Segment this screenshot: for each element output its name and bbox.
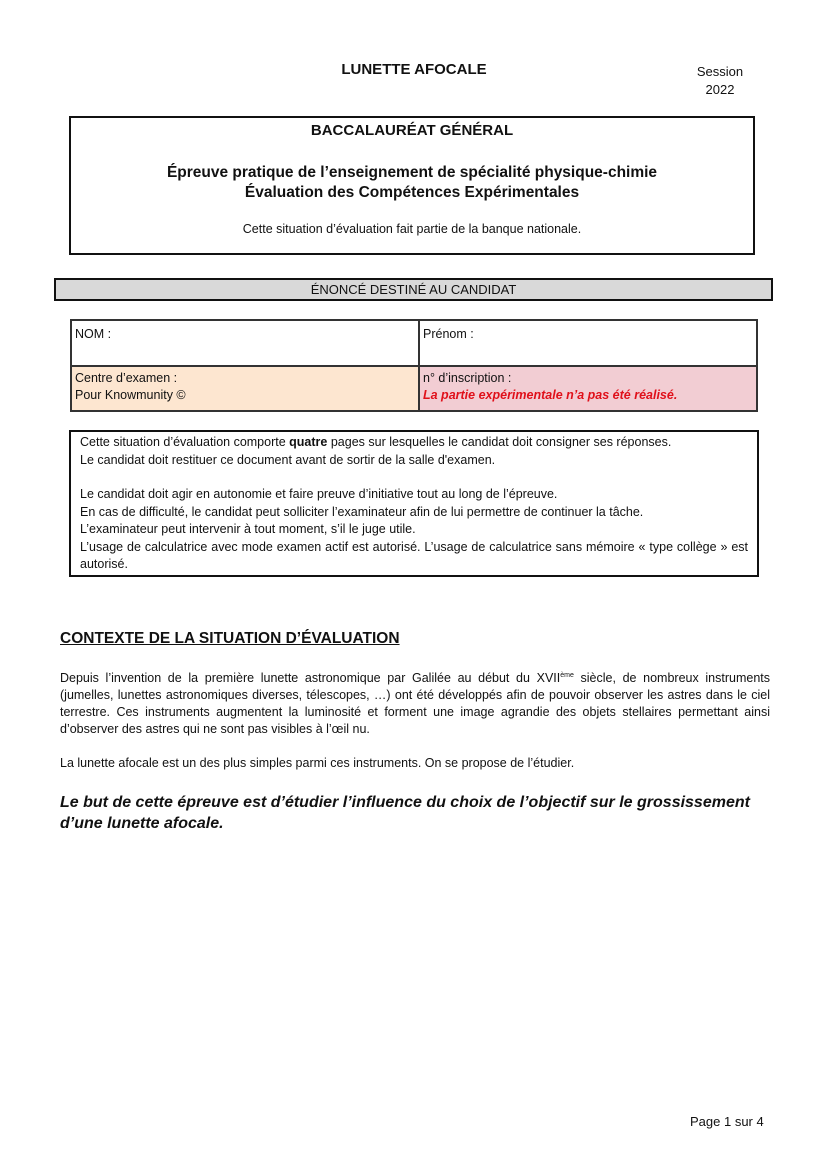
exam-title: BACCALAURÉAT GÉNÉRAL	[310, 122, 514, 139]
registration-field	[419, 366, 757, 411]
exam-subtitle-line1: Épreuve pratique de l’enseignement de spécialité physique-chimie	[166, 164, 658, 181]
instruction-pages	[80, 434, 748, 452]
candidate-identity-table	[70, 319, 758, 412]
exam-center-field	[71, 366, 419, 411]
instruction-emphasis: quatre	[289, 435, 328, 449]
document-title: LUNETTE AFOCALE	[341, 61, 487, 78]
spacer	[80, 469, 748, 486]
exam-subtitle	[71, 163, 753, 203]
instruction-calculator: L’usage de calculatrice avec mode examen actif est autorisé. L’usage de calculatrice sans mémoire « type collège » est autorisé.	[80, 539, 748, 571]
session-label	[680, 63, 760, 99]
instruction-return: Le candidat doit restituer ce document avant de sortir de la salle d'examen.	[80, 452, 496, 467]
context-paragraph-2: La lunette afocale est un des plus simples parmi ces instruments. On se propose de l’étudier.	[60, 756, 575, 770]
exam-header-box	[69, 116, 755, 255]
name-label: NOM :	[75, 327, 112, 341]
firstname-label: Prénom :	[423, 327, 474, 341]
name-field[interactable]	[71, 320, 419, 366]
exam-note: Cette situation d’évaluation fait partie de la banque nationale.	[242, 222, 582, 236]
instructions-box	[69, 430, 759, 577]
firstname-field[interactable]	[419, 320, 757, 366]
exam-center-label: Centre d’examen :	[75, 371, 178, 385]
instruction-text: pages sur lesquelles le candidat doit consigner ses réponses.	[327, 435, 672, 449]
context-superscript: ème	[560, 672, 574, 679]
instruction-text: Cette situation d’évaluation comporte	[80, 435, 290, 449]
session-text: Session	[696, 64, 744, 79]
instruction-difficulty: En cas de difficulté, le candidat peut solliciter l’examinateur afin de lui permettre de continuer la tâche.	[80, 504, 644, 519]
context-text: Depuis l’invention de la première lunette astronomique par Galilée au début du XVII	[60, 671, 561, 685]
instruction-autonomy: Le candidat doit agir en autonomie et faire preuve d’initiative tout au long de l’épreuve.	[80, 487, 558, 501]
exam-subtitle-line2: Évaluation des Compétences Expérimentales	[244, 184, 580, 201]
candidate-statement-banner: ÉNONCÉ DESTINÉ AU CANDIDAT	[54, 278, 773, 301]
registration-label: n° d’inscription :	[423, 371, 512, 385]
page-number: Page 1 sur 4	[690, 1114, 764, 1129]
registration-note: La partie expérimentale n’a pas été réalisé.	[423, 388, 678, 402]
instruction-examiner: L’examinateur peut intervenir à tout moment, s’il le juge utile.	[80, 522, 416, 536]
context-text: siècle, de nombreux instruments (jumelles, lunettes astronomiques diverses, télescopes, …) ont été développés afin de pouvoir observer les astres dans le ciel terrestre. Ces instruments augmentent la luminosité et forment une image agrandie des objets stellaires permettant ainsi d’observer des astres qui ne sont pas visibles à l’œil nu.	[60, 671, 770, 736]
context-heading: CONTEXTE DE LA SITUATION D’ÉVALUATION	[60, 630, 400, 647]
context-paragraph	[60, 667, 770, 738]
exam-center-value: Pour Knowmunity ©	[75, 388, 186, 402]
session-year: 2022	[705, 82, 735, 97]
goal-statement: Le but de cette épreuve est d’étudier l’influence du choix de l’objectif sur le grossissement d’une lunette afocale.	[60, 794, 750, 832]
